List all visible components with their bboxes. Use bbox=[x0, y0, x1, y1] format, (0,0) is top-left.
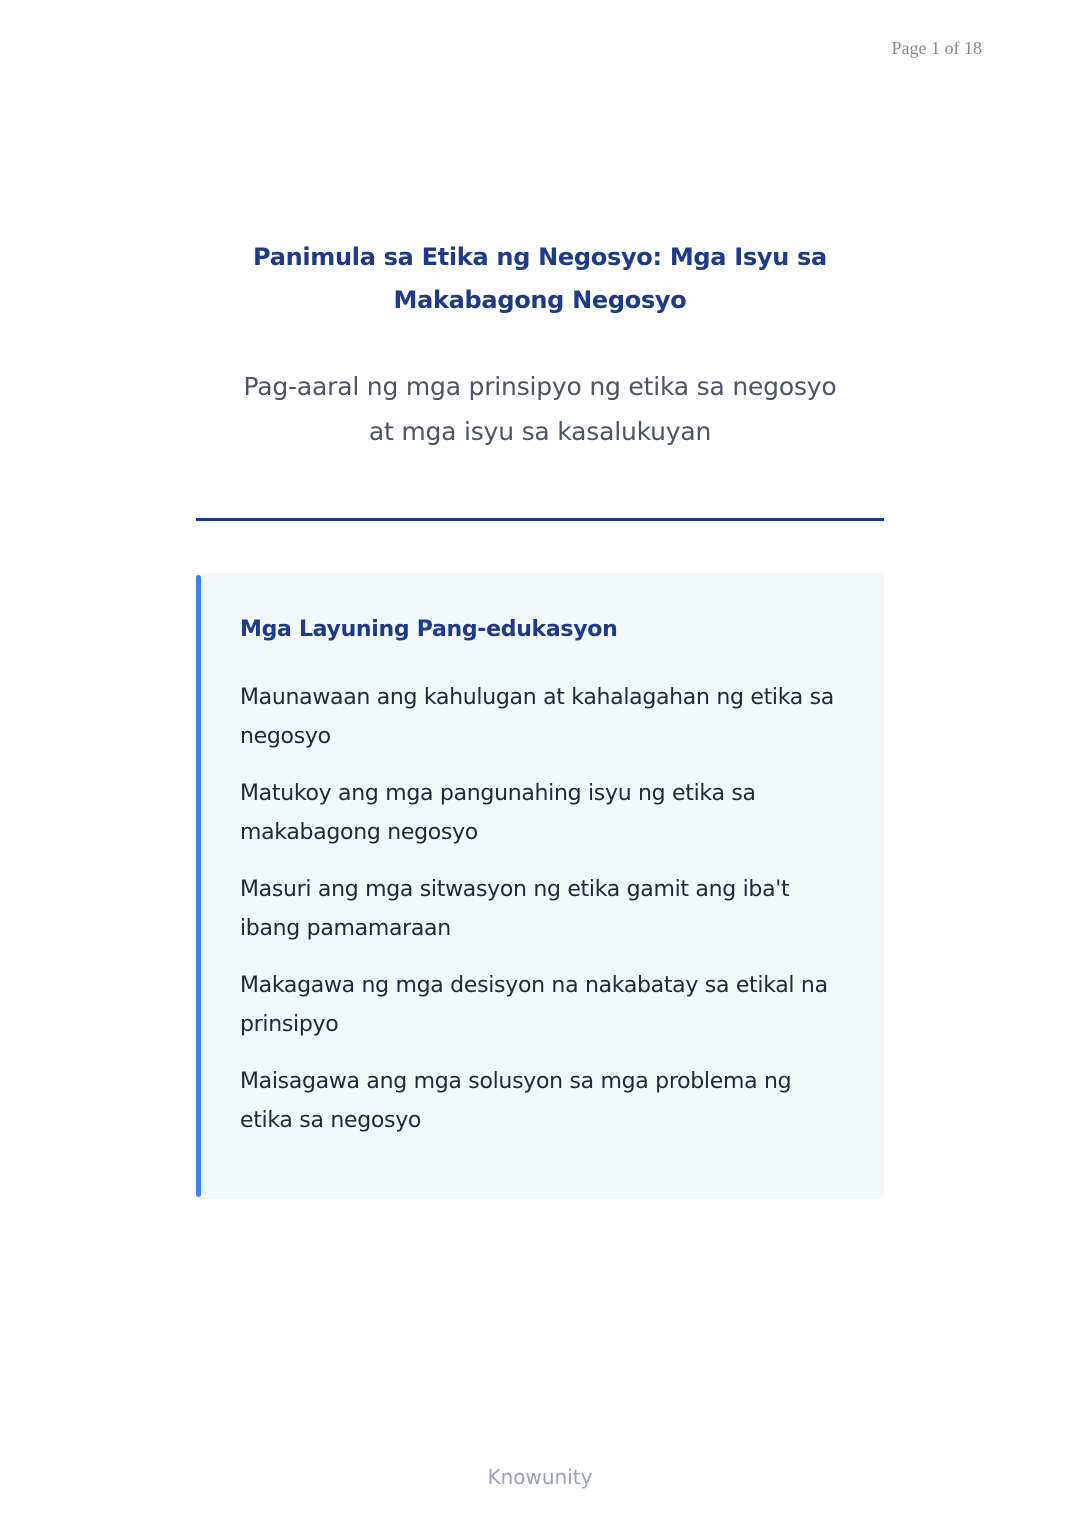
document-title: Panimula sa Etika ng Negosyo: Mga Isyu sa Makabagong Negosyo bbox=[253, 243, 827, 314]
list-item: Matukoy ang mga pangunahing isyu ng etika sa makabagong negosyo bbox=[240, 781, 756, 845]
objectives-box bbox=[196, 573, 884, 1199]
divider bbox=[196, 518, 884, 521]
objectives-list bbox=[240, 679, 840, 1159]
footer-brand: Knowunity bbox=[487, 1465, 593, 1489]
objectives-heading: Mga Layuning Pang-edukasyon bbox=[240, 617, 618, 642]
document-subtitle: Pag-aaral ng mga prinsipyo ng etika sa negosyo at mga isyu sa kasalukuyan bbox=[243, 372, 837, 446]
list-item: Masuri ang mga sitwasyon ng etika gamit ang iba't ibang pamamaraan bbox=[240, 877, 790, 941]
list-item: Makagawa ng mga desisyon na nakabatay sa etikal na prinsipyo bbox=[240, 973, 828, 1037]
page-indicator: Page 1 of 18 bbox=[891, 38, 982, 58]
list-item: Maunawaan ang kahulugan at kahalagahan ng etika sa negosyo bbox=[240, 685, 834, 749]
accent-bar bbox=[196, 575, 201, 1197]
list-item: Maisagawa ang mga solusyon sa mga problema ng etika sa negosyo bbox=[240, 1069, 792, 1133]
